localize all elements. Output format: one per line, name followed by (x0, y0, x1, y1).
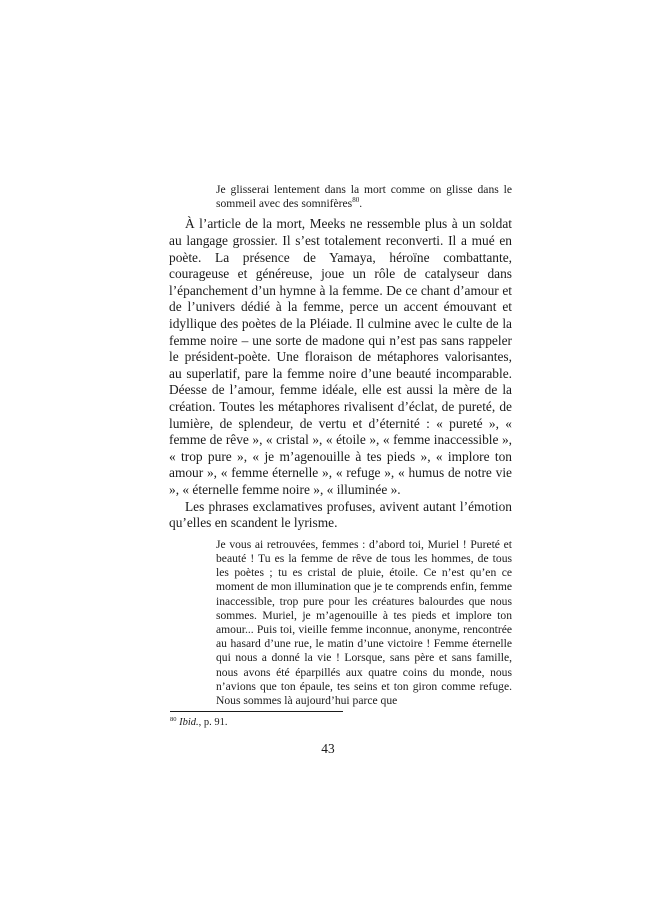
footnote-source: Ibid. (179, 717, 199, 728)
page-number: 43 (321, 741, 335, 756)
page-body (169, 183, 512, 708)
quote-1-text (216, 183, 512, 211)
quote-1-trailing: . (359, 197, 363, 211)
footnote-ref-80[interactable]: 80 (352, 196, 360, 205)
quote-1-content: Je glisserai lentement dans la mort comme on glisse dans le sommeil avec des somnifères (216, 183, 512, 211)
block-quote-1 (216, 183, 512, 211)
paragraph-2: Les phrases exclamatives profuses, avivent autant l’émotion qu’elles en scandent le lyrisme. (169, 498, 512, 531)
paragraph-1: À l’article de la mort, Meeks ne ressemble plus à un soldat au langage grossier. Il s’est totalement reconverti. Il a mué en poète. La présence de Yamaya, héroïne combattante, courageuse et généreuse, joue un rôle de catalyseur dans l’épanchement d’un hymne à la femme. De ce chant d’amour et de l’univers dédié à la femme, perce un accent émouvant et idyllique des poètes de la Pléiade. Il culmine avec le culte de la femme noire – une sorte de madone qui n’est pas sans rappeler le président-poète. Une floraison de métaphores valorisantes, au superlatif, pare la femme noire d’une beauté incomparable. Déesse de l’amour, femme idéale, elle est aussi la mère de la création. Toutes les métaphores rivalisent d’éclat, de pureté, de lumière, de splendeur, de vertu et d’éternité : « pureté », « femme de rêve », « cristal », « étoile », « femme inaccessible », « trop pure », « je m’agenouille à tes pieds », « implore ton amour », « femme éternelle », « refuge », « humus de notre vie », « éternelle femme noire », « illuminée ». (169, 216, 512, 497)
footnote-80 (170, 716, 228, 729)
block-quote-2 (216, 538, 512, 708)
footnote-separator (170, 711, 343, 712)
footnote-page-ref: , p. 91. (198, 717, 228, 728)
quote-2-text: Je vous ai retrouvées, femmes : d’abord toi, Muriel ! Pureté et beauté ! Tu es la femme de rêve de tous les hommes, de tous les poètes ; tu es cristal de pluie, étoile. Ce n’est qu’en ce moment de mon illumination que je te comprends enfin, femme inaccessible, trop pure pour les créatures balourdes que nous sommes. Muriel, je m’agenouille à tes pieds et implore ton amour... Puis toi, vieille femme inconnue, anonyme, rencontrée au hasard d’une rue, le matin d’une victoire ! Femme éternelle qui nous a donné la vie ! Lorsque, sans père et sans famille, nous avons été éparpillés aux quatre coins du monde, nous n’avions que ton épaule, tes seins et ton giron comme refuge. Nous sommes là aujourd’hui parce que (216, 537, 512, 707)
footnote-number: 80 (170, 716, 177, 723)
